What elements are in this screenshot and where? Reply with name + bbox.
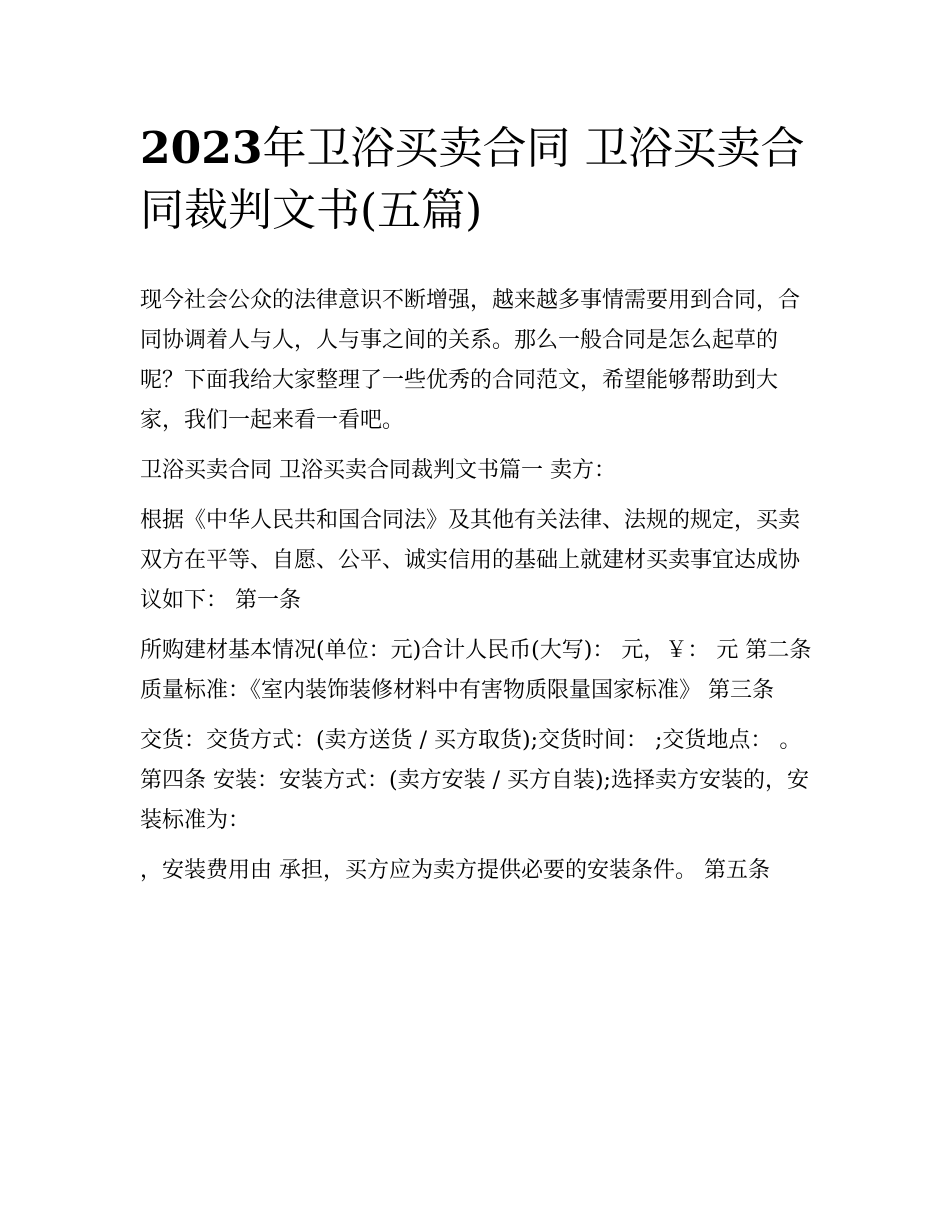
legal-basis-paragraph: 根据《中华人民共和国合同法》及其他有关法律、法规的规定，买卖双方在平等、自愿、公平、诚实信用的基础上就建材买卖事宜达成协议如下： 第一条 [140,508,801,613]
section-heading-paragraph: 卫浴买卖合同 卫浴买卖合同裁判文书篇一 卖方： [140,458,616,483]
document-title [140,118,820,242]
title-year: 2023 [140,123,263,174]
delivery-paragraph: 交货：交货方式：(卖方送货 / 买方取货);交货时间： ;交货地点： 。 第四条 安装：安装方式：(卖方安装 / 买方自装);选择卖方安装的，安装标准为： [140,728,809,833]
title-text: 年卫浴买卖合同 卫浴买卖合同裁判文书(五篇) [140,123,805,236]
document-body [140,281,820,901]
intro-paragraph: 现今社会公众的法律意识不断增强，越来越多事情需要用到合同，合同协调着人与人，人与事之间的关系。那么一般合同是怎么起草的呢？下面我给大家整理了一些优秀的合同范文，希望能够帮助到大家，我们一起来看一看吧。 [140,288,801,433]
installation-fee-paragraph: ，安装费用由 承担，买方应为卖方提供必要的安装条件。 第五条 [140,858,770,883]
materials-paragraph: 所购建材基本情况(单位：元)合计人民币(大写)： 元，￥： 元 第二条 质量标准：《室内装饰装修材料中有害物质限量国家标准》 第三条 [140,638,812,703]
